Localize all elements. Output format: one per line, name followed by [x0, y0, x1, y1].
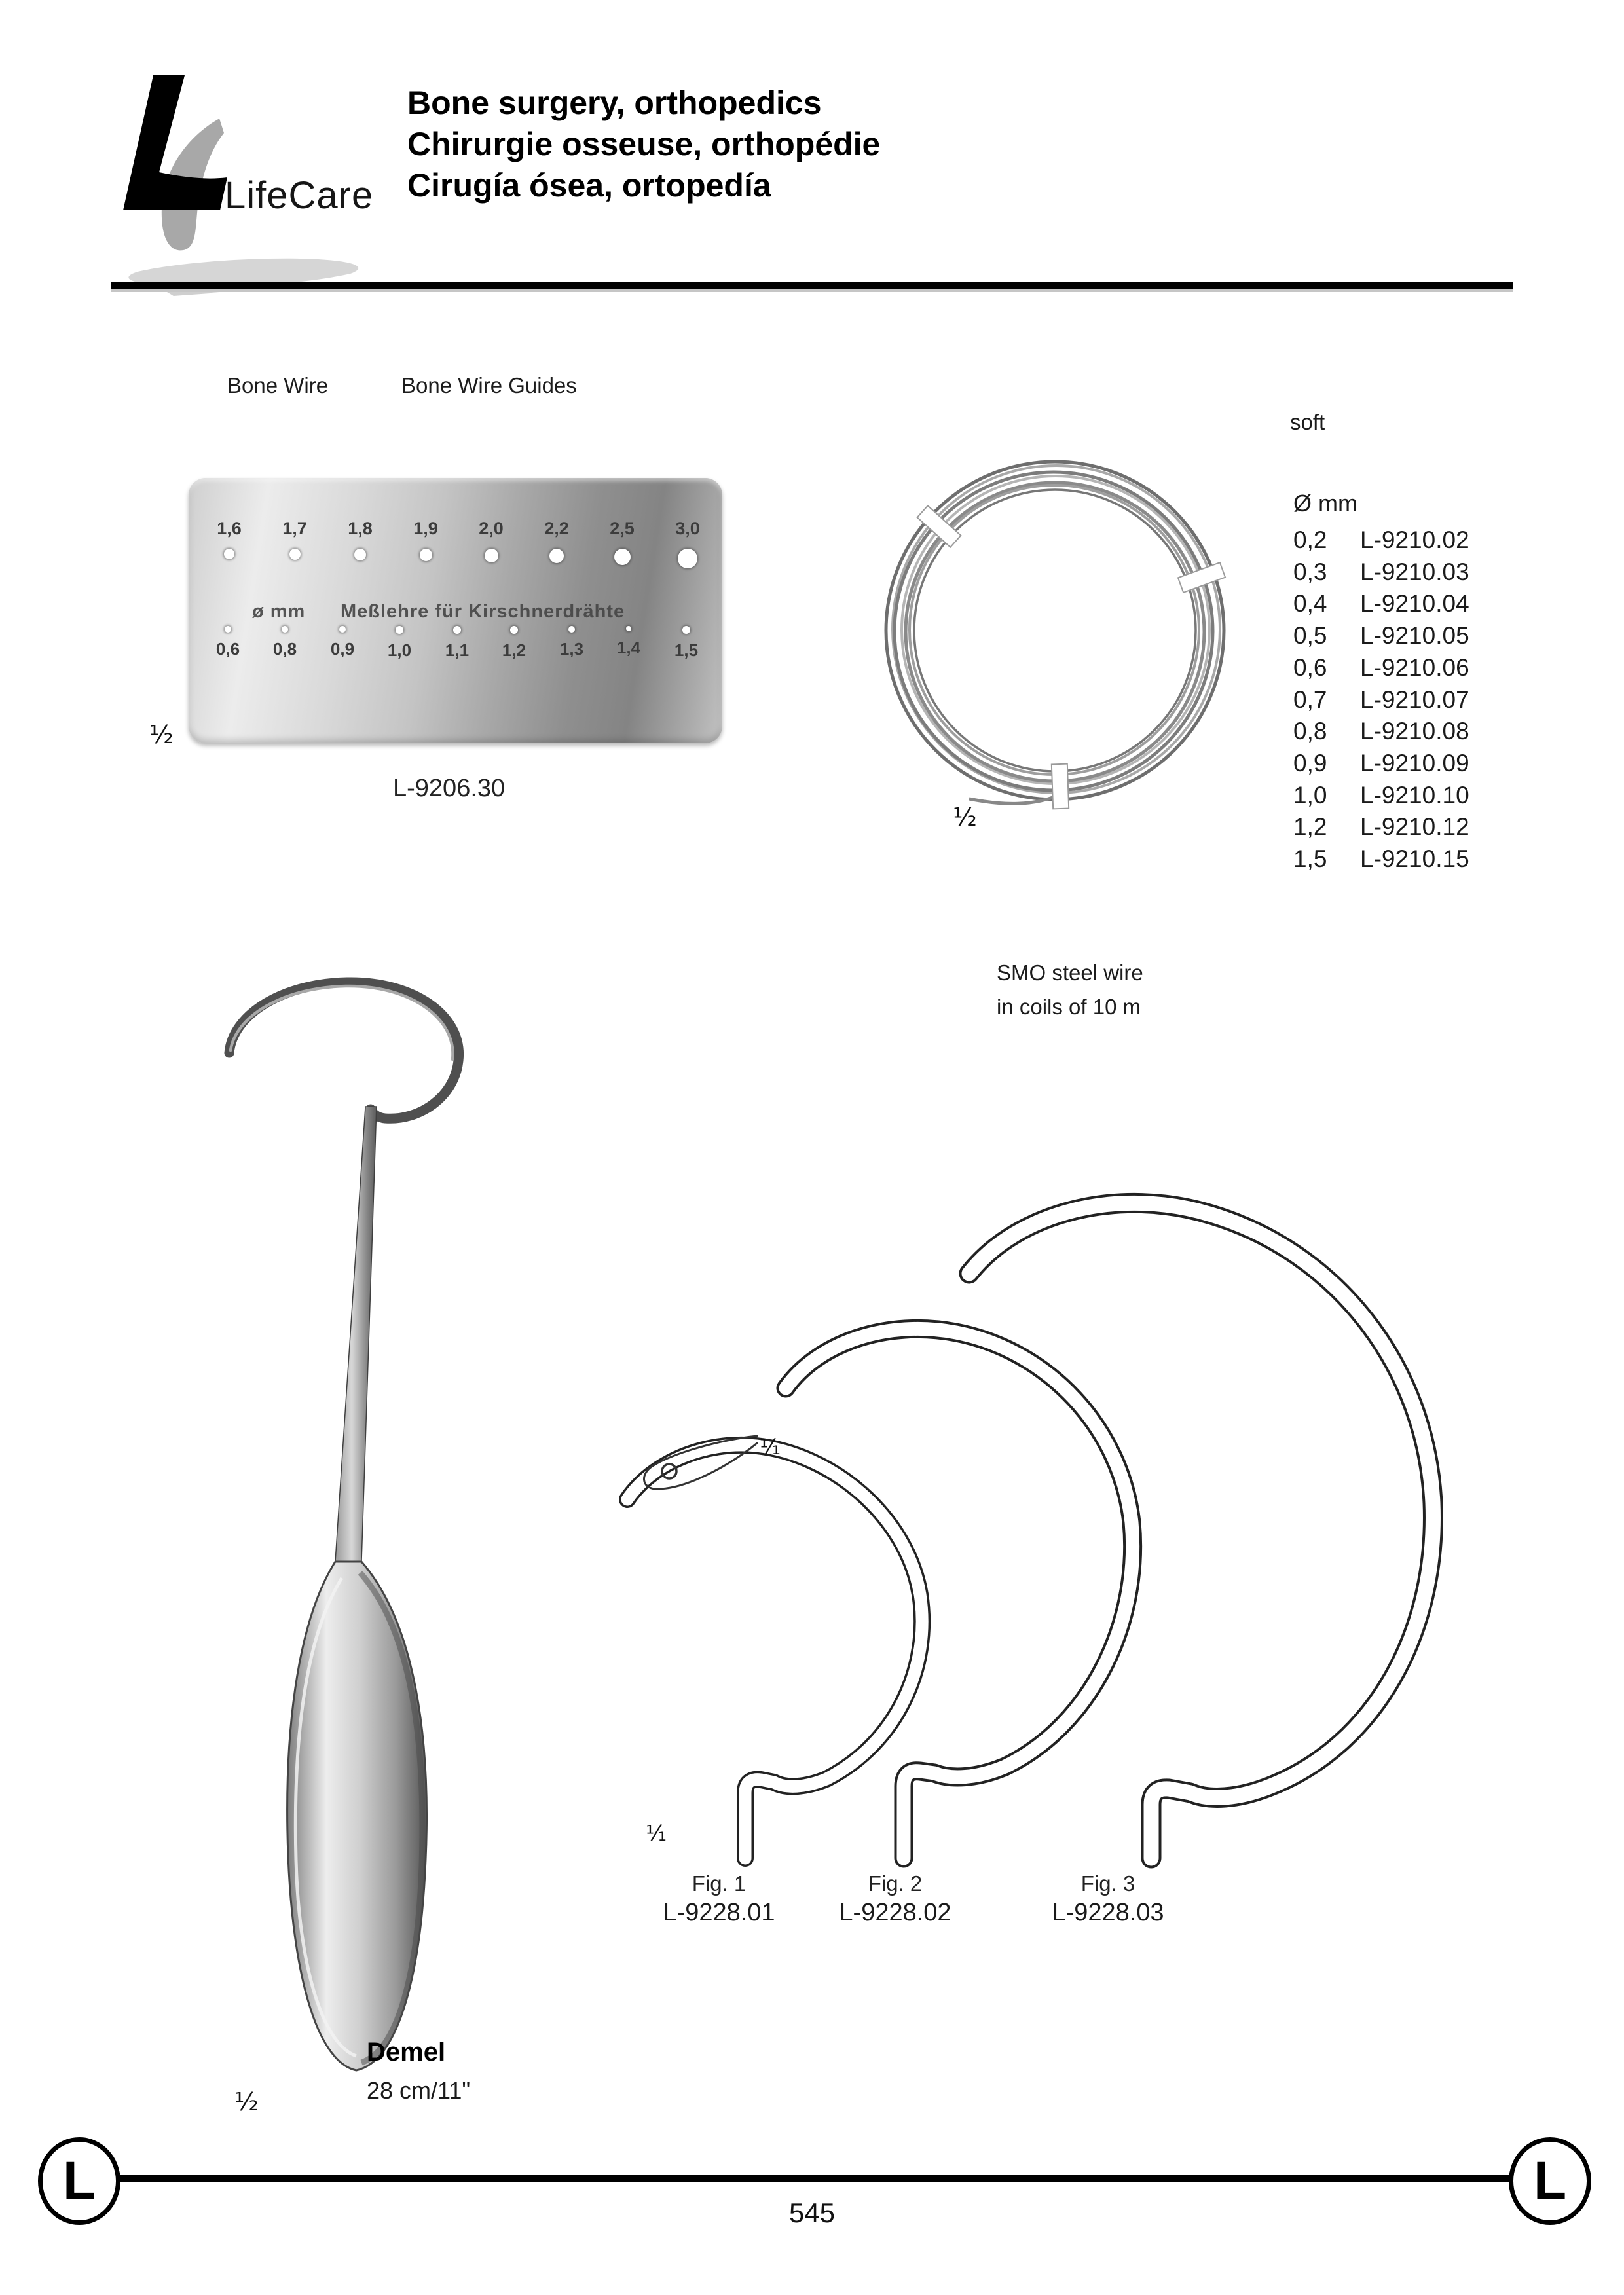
gauge-hole [614, 549, 631, 565]
tip-detail-scale-label: ¹⁄₁ [760, 1434, 781, 1460]
wire-diameter: 0,7 [1293, 686, 1327, 713]
wire-code: L-9210.06 [1360, 653, 1469, 681]
wire-size-row [1293, 748, 1469, 780]
bone-wire-guides-drawing [589, 1166, 1559, 1873]
gauge-column [667, 519, 709, 568]
gauge-size-label: 2,5 [610, 519, 635, 538]
wire-code: L-9210.08 [1360, 718, 1469, 745]
wire-diameter: 1,2 [1293, 813, 1327, 841]
title-fr: Chirurgie osseuse, orthopédie [407, 126, 881, 162]
wire-size-row [1293, 524, 1469, 557]
gauge-size-label: 1,2 [502, 640, 526, 660]
gauge-hole [682, 626, 690, 634]
gauge-size-label: 1,8 [348, 519, 373, 538]
gauge-plate-code: L-9206.30 [393, 775, 506, 802]
gauge-column [601, 519, 643, 565]
gauge-size-label: 1,5 [674, 640, 699, 660]
wire-code: L-9210.12 [1360, 813, 1469, 841]
hook-shaft [335, 1107, 377, 1562]
fig3-code: L-9228.03 [1052, 1899, 1164, 1926]
logo-wordmark: LifeCare [225, 174, 374, 217]
wire-code: L-9210.09 [1360, 749, 1469, 777]
gauge-size-label: 0,8 [272, 639, 297, 659]
wire-code: L-9210.02 [1360, 526, 1469, 553]
fig2-code: L-9228.02 [839, 1899, 951, 1926]
smo-note-line1: SMO steel wire [997, 961, 1143, 985]
wire-code: L-9210.15 [1360, 845, 1469, 873]
wire-diameter: 1,5 [1293, 845, 1327, 873]
lifecare-logo [98, 56, 406, 301]
hook-scale-label: ¹⁄₂ [234, 2087, 259, 2116]
gauge-size-label: 2,0 [479, 519, 504, 538]
wire-code: L-9210.03 [1360, 558, 1469, 585]
gauge-hole [510, 626, 518, 634]
demel-bone-hook-photo [196, 969, 485, 2089]
bone-wire-label: Bone Wire [227, 373, 329, 397]
plate-scale-label: ¹⁄₂ [149, 720, 174, 749]
wire-size-row [1293, 716, 1469, 748]
hook-curve [229, 982, 459, 1118]
gauge-column [274, 519, 316, 560]
coil-scale-label: ¹⁄₂ [953, 803, 977, 832]
gauge-column [405, 519, 447, 561]
header-rule [111, 282, 1513, 289]
guide-fig1-body [627, 1445, 922, 1858]
gauge-column [208, 519, 250, 559]
wire-hardness-label: soft [1290, 410, 1325, 434]
smo-note-line2: in coils of 10 m [997, 995, 1141, 1019]
gauge-column [551, 626, 593, 659]
gauge-size-label: 1,6 [217, 519, 242, 538]
wire-diameter: 0,3 [1293, 558, 1327, 585]
gauge-hole [485, 549, 498, 562]
wire-diameter: 0,9 [1293, 749, 1327, 777]
wire-size-row [1293, 684, 1469, 716]
gauge-size-label: 0,6 [215, 639, 240, 659]
gauge-column [436, 626, 478, 661]
gauge-hole [289, 549, 301, 560]
gauge-column [339, 519, 381, 560]
plate-title-engraving: Meßlehre für Kirschnerdrähte [341, 601, 625, 622]
page-title [407, 83, 880, 206]
gauge-hole [549, 549, 564, 563]
gauge-column [608, 626, 650, 658]
wire-diameter: 0,5 [1293, 622, 1327, 650]
gauge-plate-photo [189, 478, 722, 743]
wire-diameter: 0,6 [1293, 653, 1327, 681]
gauge-column [378, 626, 420, 661]
wire-diameter: 1,0 [1293, 781, 1327, 809]
gauge-hole [225, 626, 231, 633]
fig2-caption: Fig. 2 [868, 1871, 923, 1896]
wire-size-row [1293, 588, 1469, 620]
fig3-caption: Fig. 3 [1080, 1871, 1135, 1896]
gauge-hole [453, 626, 461, 634]
wire-diameter: 0,8 [1293, 718, 1327, 745]
gauge-column [665, 626, 707, 661]
footer-rule [117, 2175, 1510, 2182]
title-es: Cirugía ósea, ortopedía [407, 167, 771, 204]
gauge-size-label: 1,3 [559, 639, 584, 659]
wire-code: L-9210.05 [1360, 622, 1469, 650]
gauge-size-label: 3,0 [675, 519, 700, 538]
gauge-hole [224, 549, 234, 559]
title-en: Bone surgery, orthopedics [407, 84, 822, 121]
instrument-name: Demel [367, 2038, 446, 2066]
wire-diameter: 0,2 [1293, 526, 1327, 553]
wire-code: L-9210.10 [1360, 781, 1469, 809]
footer-right-letter: L [1533, 2151, 1567, 2211]
gauge-hole [420, 549, 432, 561]
fig1-caption: Fig. 1 [692, 1871, 747, 1896]
wire-size-row [1293, 843, 1469, 875]
wire-size-table [1293, 490, 1469, 875]
gauge-size-label: 1,7 [282, 519, 307, 538]
gauge-hole [568, 626, 575, 633]
instrument-size: 28 cm/11" [367, 2077, 471, 2104]
guide-fig3-body [969, 1203, 1433, 1858]
coil-clip [1052, 764, 1069, 809]
gauge-size-label: 1,0 [387, 640, 412, 660]
smo-wire-note [997, 956, 1143, 1024]
wire-code: L-9210.04 [1360, 590, 1469, 617]
gauge-size-label: 1,4 [616, 638, 641, 657]
gauge-hole [339, 626, 346, 633]
gauge-column [536, 519, 578, 563]
fig1-code: L-9228.01 [663, 1899, 775, 1926]
gauge-column [470, 519, 512, 562]
gauge-column [207, 626, 249, 659]
gauge-column [322, 626, 363, 659]
gauge-hole [282, 626, 288, 633]
gauge-hole [396, 626, 403, 634]
wire-table-header: Ø mm [1293, 490, 1357, 517]
footer-left-letter: L [62, 2151, 96, 2211]
plate-diameter-engraving: ø mm [252, 601, 306, 622]
wire-size-row [1293, 557, 1469, 589]
wire-size-row [1293, 811, 1469, 843]
page-number: 545 [788, 2197, 836, 2228]
gauge-size-label: 0,9 [330, 639, 355, 659]
wire-diameter: 0,4 [1293, 590, 1327, 617]
gauge-hole [354, 549, 366, 560]
gauge-column [264, 626, 306, 659]
wire-coil-photo [871, 445, 1244, 825]
gauge-hole [678, 549, 697, 568]
wire-size-row [1293, 652, 1469, 684]
gauge-size-label: 2,2 [544, 519, 569, 538]
logo-shadow-tail [160, 288, 219, 296]
guides-scale-label: ¹⁄₁ [646, 1820, 667, 1846]
gauge-hole [626, 626, 631, 631]
bone-wire-guides-label: Bone Wire Guides [401, 373, 577, 397]
guide-fig3-outline [969, 1203, 1433, 1858]
gauge-column [493, 626, 535, 661]
wire-code: L-9210.07 [1360, 686, 1469, 713]
wire-size-row [1293, 620, 1469, 652]
wire-size-row [1293, 780, 1469, 812]
gauge-size-label: 1,1 [445, 640, 470, 660]
gauge-size-label: 1,9 [413, 519, 438, 538]
